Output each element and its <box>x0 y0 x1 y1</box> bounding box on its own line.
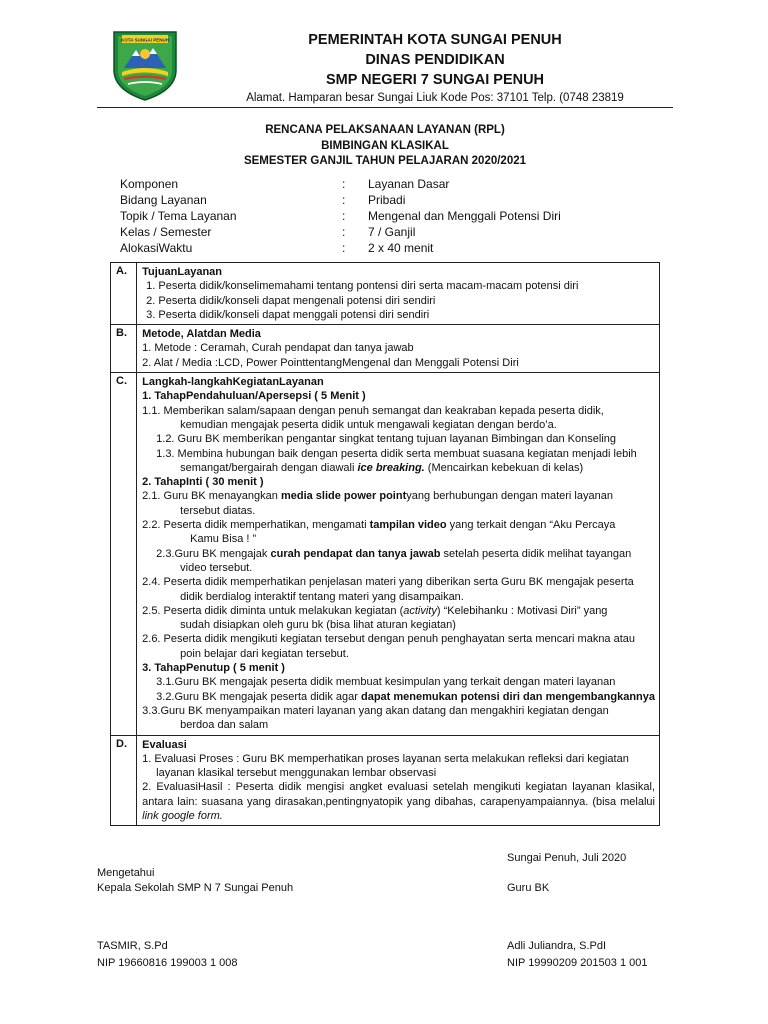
step-line: 2.5. Peserta didik diminta untuk melakukan kegiatan (activity) “Kelebihanku : Motivasi Diri” yang <box>142 604 608 617</box>
step-line: 2.2. Peserta didik memperhatikan, mengamati tampilan video yang terkait dengan “Aku Percaya <box>142 519 616 532</box>
counselor-name: Adli Juliandra, S.PdI <box>507 940 607 952</box>
step-line: berdoa dan salam <box>180 719 269 732</box>
info-row <box>120 176 680 192</box>
info-colon: : <box>342 241 346 255</box>
info-value: Mengenal dan Menggali Potensi Diri <box>368 209 561 223</box>
info-row <box>120 208 680 224</box>
principal-title: Kepala Sekolah SMP N 7 Sungai Penuh <box>97 882 294 894</box>
info-colon: : <box>342 177 346 191</box>
info-row <box>120 224 680 240</box>
header-school: SMP NEGERI 7 SUNGAI PENUH <box>325 72 545 88</box>
section-a-row <box>111 263 660 325</box>
section-d-title: Evaluasi <box>142 738 187 751</box>
stage-heading: 2. TahapInti ( 30 menit ) <box>142 476 264 489</box>
counselor-nip: NIP 19990209 201503 1 001 <box>507 957 648 969</box>
info-label: Kelas / Semester <box>120 225 212 239</box>
method-item: 2. Alat / Media :LCD, Power PointtentangMengenal dan Menggali Potensi Diri <box>142 356 519 369</box>
step-line: 3.1.Guru BK mengajak peserta didik membuat kesimpulan yang terkait dengan materi layanan <box>156 676 616 689</box>
section-d-content <box>137 735 660 826</box>
method-item: 1. Metode : Ceramah, Curah pendapat dan tanya jawab <box>142 342 414 355</box>
info-colon: : <box>342 193 346 207</box>
header-divider <box>97 107 673 108</box>
info-colon: : <box>342 225 346 239</box>
header-address: Alamat. Hamparan besar Sungai Liuk Kode Pos: 37101 Telp. (0748 23819 <box>246 92 624 104</box>
info-value: 2 x 40 menit <box>368 241 434 255</box>
objective-item: 2. Peserta didik/konseli dapat mengenali potensi diri sendiri <box>146 294 436 307</box>
step-line: sudah disiapkan oleh guru bk (bisa lihat aturan kegiatan) <box>180 619 456 632</box>
section-b-row <box>111 325 660 373</box>
section-c-content <box>137 373 660 735</box>
step-line: 2.4. Peserta didik memperhatikan penjelasan materi yang diberikan serta Guru BK mengajak peserta <box>142 576 634 589</box>
evaluation-line: 1. Evaluasi Proses : Guru BK memperhatikan proses layanan serta melakukan refleksi dari kegiatan <box>142 752 629 765</box>
evaluation-line: layanan klasikal tersebut menggunakan lembar observasi <box>156 767 437 780</box>
step-line: semangat/bergairah dengan diawali ice breaking. (Mencairkan kebekuan di kelas) <box>180 461 584 474</box>
letterhead <box>0 0 768 110</box>
header-government: PEMERINTAH KOTA SUNGAI PENUH <box>308 32 562 48</box>
info-value: Pribadi <box>368 193 406 207</box>
section-c-row <box>111 373 660 735</box>
document-semester: SEMESTER GANJIL TAHUN PELAJARAN 2020/2021 <box>243 155 527 167</box>
step-line: 2.6. Peserta didik mengikuti kegiatan tersebut dengan penuh penghayatan serta mencari makna atau <box>142 633 636 646</box>
section-letter: D. <box>111 735 137 826</box>
step-line: 2.1. Guru BK menayangkan media slide power pointyang berhubungan dengan materi layanan <box>142 490 613 503</box>
principal-nip: NIP 19660816 199003 1 008 <box>97 957 238 969</box>
objective-item: 1. Peserta didik/konselimemahami tentang pontensi diri serta macam-macam potensi diri <box>146 280 579 293</box>
step-line: 3.2.Guru BK mengajak peserta didik agar dapat menemukan potensi diri dan mengembangkannya <box>156 690 655 703</box>
plan-table <box>110 262 660 826</box>
step-line: 1.1. Memberikan salam/sapaan dengan penuh semangat dan keakraban kepada peserta didik, <box>142 404 604 417</box>
stage-heading: 3. TahapPenutup ( 5 menit ) <box>142 662 285 675</box>
header-department: DINAS PENDIDIKAN <box>365 52 505 68</box>
info-label: AlokasiWaktu <box>120 241 193 255</box>
info-row <box>120 192 680 208</box>
section-a-title: TujuanLayanan <box>142 266 223 278</box>
acknowledgement-label: Mengetahui <box>97 867 155 879</box>
info-value: 7 / Ganjil <box>368 225 416 239</box>
section-letter: C. <box>111 373 137 735</box>
step-line: didik berdialog interaktif tentang materi yang disampaikan. <box>180 590 464 603</box>
step-line: 2.3.Guru BK mengajak curah pendapat dan tanya jawab setelah peserta didik melihat tayangan <box>156 547 632 560</box>
stage-heading: 1. TahapPendahuluan/Apersepsi ( 5 Menit ) <box>142 390 366 403</box>
evaluation-paragraph: 2. EvaluasiHasil : Peserta didik mengisi angket evaluasi setelah mengikuti kegiatan layanan klasikal, antara lain: suasana yang dirasakan,pentingnyatopik yang dibahas, carapenyampaiannya. (bisa melalui link google form. <box>142 781 655 822</box>
document-title-block <box>97 123 673 170</box>
step-line: 1.2. Guru BK memberikan pengantar singkat tentang tujuan layanan Bimbingan dan Konseling <box>156 433 616 446</box>
section-letter: B. <box>111 325 137 373</box>
section-a-content <box>137 263 660 325</box>
counselor-title: Guru BK <box>507 882 550 894</box>
info-list <box>120 176 680 256</box>
signature-place-date: Sungai Penuh, Juli 2020 <box>507 852 627 864</box>
step-line: tersebut diatas. <box>180 504 256 517</box>
info-row <box>120 240 680 256</box>
step-line: kemudian mengajak peserta didik untuk mengawali kegiatan dengan berdo’a. <box>180 418 557 431</box>
info-colon: : <box>342 209 346 223</box>
logo-banner-text: KOTA SUNGAI PENUH <box>120 37 170 43</box>
info-label: Bidang Layanan <box>120 193 207 207</box>
section-d-row <box>111 735 660 826</box>
objective-item: 3. Peserta didik/konseli dapat menggali potensi diri sendiri <box>146 308 430 321</box>
step-line: Kamu Bisa ! ” <box>190 533 257 546</box>
section-letter: A. <box>111 263 137 325</box>
section-c-title: Langkah-langkahKegiatanLayanan <box>142 376 324 389</box>
document-subtitle: BIMBINGAN KLASIKAL <box>321 139 449 152</box>
info-label: Komponen <box>120 177 179 191</box>
step-line: 1.3. Membina hubungan baik dengan peserta didik serta membuat suasana kegiatan menjadi lebih <box>156 447 637 460</box>
section-b-content <box>137 325 660 373</box>
step-line: poin belajar dari kegiatan tersebut. <box>180 647 349 660</box>
section-b-title: Metode, Alatdan Media <box>142 328 261 341</box>
step-line: video tersebut. <box>180 561 253 574</box>
info-label: Topik / Tema Layanan <box>120 209 237 223</box>
principal-name: TASMIR, S.Pd <box>97 940 168 952</box>
document-title: RENCANA PELAKSANAAN LAYANAN (RPL) <box>265 124 505 136</box>
info-value: Layanan Dasar <box>368 177 450 191</box>
step-line: 3.3.Guru BK menyampaikan materi layanan yang akan datang dan mengakhiri kegiatan dengan <box>142 704 609 717</box>
city-emblem-logo <box>106 24 184 102</box>
